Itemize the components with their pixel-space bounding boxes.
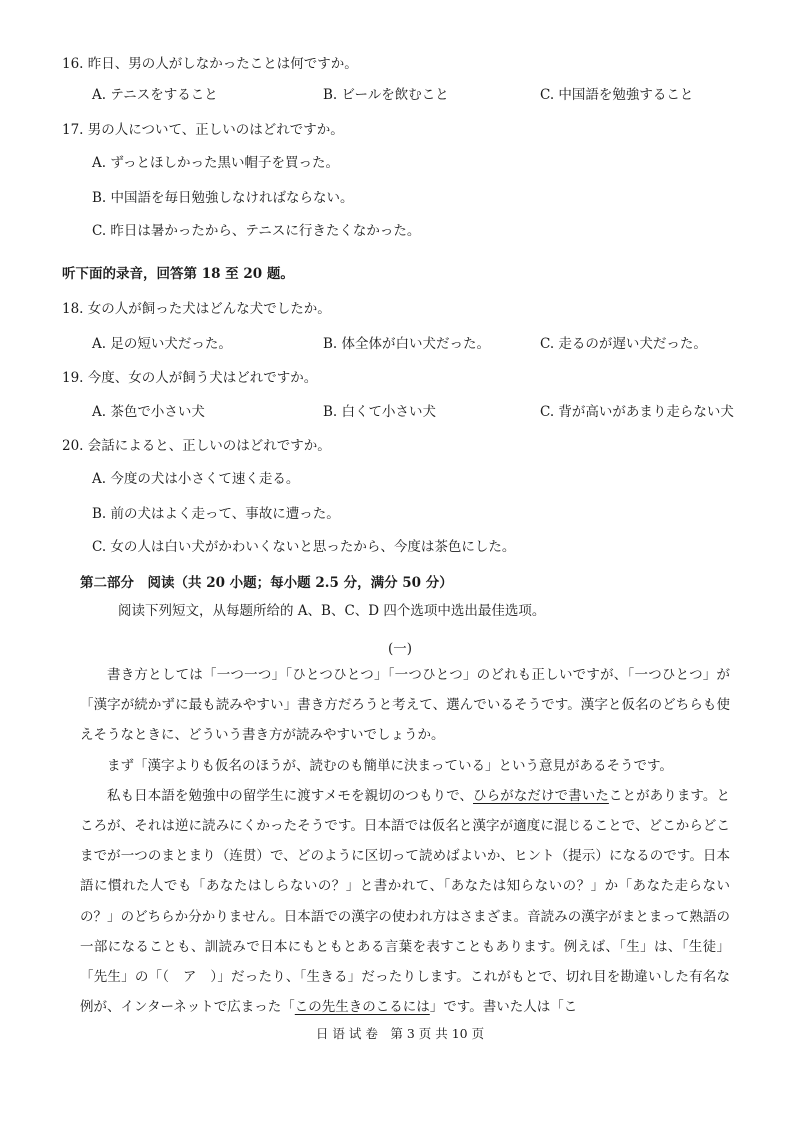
- question-17-option-b: B. 中国語を毎日勉強しなければならない。: [92, 190, 354, 206]
- section-number: (一): [387, 641, 413, 657]
- underlined-phrase-example: この先生きのこるには: [294, 999, 430, 1016]
- passage-paragraph-1: 書き方としては「一つ一つ」「ひとつひとつ」「一つひとつ」のどれも正しいですが、「一つひとつ」が「漢字が続かずに最も読みやすい」書き方だろうと考えて、選んでいるそうです。漢字と仮名のどちらも使えそうなときに、どういう書き方が読みやすいでしょうか。: [80, 667, 730, 744]
- paragraph-3-text-a: 私も日本語を勉強中の留学生に渡すメモを親切のつもりで、: [107, 787, 474, 804]
- question-19-option-b: B. 白くて小さい犬: [323, 404, 437, 420]
- question-20-option-c: C. 女の人は白い犬がかわいくないと思ったから、今度は茶色にした。: [92, 539, 516, 555]
- reading-instruction: 阅读下列短文，从每题所给的 A、B、C、D 四个选项中选出最佳选项。: [118, 603, 546, 619]
- listening-instruction: 听下面的录音，回答第 18 至 20 题。: [62, 266, 294, 282]
- passage-paragraph-2: まず「漢字よりも仮名のほうが、読むのも簡単に決まっている」という意見があるそうです。: [107, 757, 673, 774]
- question-20-option-a: A. 今度の犬は小さくて速く走る。: [92, 471, 300, 487]
- question-16-stem: 16. 昨日、男の人がしなかったことは何ですか。: [62, 56, 358, 72]
- reading-passage: [80, 660, 730, 1022]
- paragraph-3-text-c: 」です。書いた人は「こ: [429, 999, 578, 1016]
- question-19-stem: 19. 今度、女の人が飼う犬はどれですか。: [62, 370, 318, 386]
- question-17-stem: 17. 男の人について、正しいのはどれですか。: [62, 122, 344, 138]
- question-18-option-c: C. 走るのが遅い犬だった。: [540, 336, 707, 352]
- question-18-stem: 18. 女の人が飼った犬はどんな犬でしたか。: [62, 301, 331, 317]
- question-16-option-b: B. ビールを飲むこと: [323, 87, 449, 103]
- passage-paragraph-3: [80, 781, 730, 1023]
- page-footer: 日 语 试 卷 第 3 页 共 10 页: [315, 1026, 485, 1041]
- question-16-option-a: A. テニスをすること: [92, 87, 218, 103]
- paragraph-3-text-b: ことがあります。ところが、それは逆に読みにくかったそうです。日本語では仮名と漢字が適度に混じることで、どこからどこまでが一つのまとまり（连贯）で、どのように区切って読めばよいか、ヒント（提示）になるのです。日本語に慣れた人でも「あなたはしらないの？」と書かれて、「あなたは知らないの？」か「あなた走らないの？」のどちらか分かりません。日本語での漢字の使われ方はさまざま。音読みの漢字がまとまって熟語の一部になることも、訓読みで日本にもともとある言葉を表すこともあります。例えば、「生」は、「生徒」「先生」の「（ ア ）」だったり、「生きる」だったりします。これがもとで、切れ目を勘違いした有名な例が、インターネットで広まった「: [80, 787, 730, 1016]
- question-19-option-a: A. 茶色で小さい犬: [92, 404, 205, 420]
- question-20-option-b: B. 前の犬はよく走って、事故に遭った。: [92, 506, 340, 522]
- question-18-option-b: B. 体全体が白い犬だった。: [323, 336, 491, 352]
- question-16-option-c: C. 中国語を勉強すること: [540, 87, 694, 103]
- underlined-phrase-hiragana: ひらがなだけで書いた: [473, 787, 609, 804]
- reading-part-title: 第二部分 阅读（共 20 小题；每小题 2.5 分，满分 50 分）: [80, 575, 453, 591]
- question-17-option-c: C. 昨日は暑かったから、テニスに行きたくなかった。: [92, 223, 421, 239]
- question-17-option-a: A. ずっとほしかった黒い帽子を買った。: [92, 155, 340, 171]
- question-20-stem: 20. 会話によると、正しいのはどれですか。: [62, 438, 331, 454]
- question-18-option-a: A. 足の短い犬だった。: [92, 336, 232, 352]
- question-19-option-c: C. 背が高いがあまり走らない犬: [540, 404, 734, 420]
